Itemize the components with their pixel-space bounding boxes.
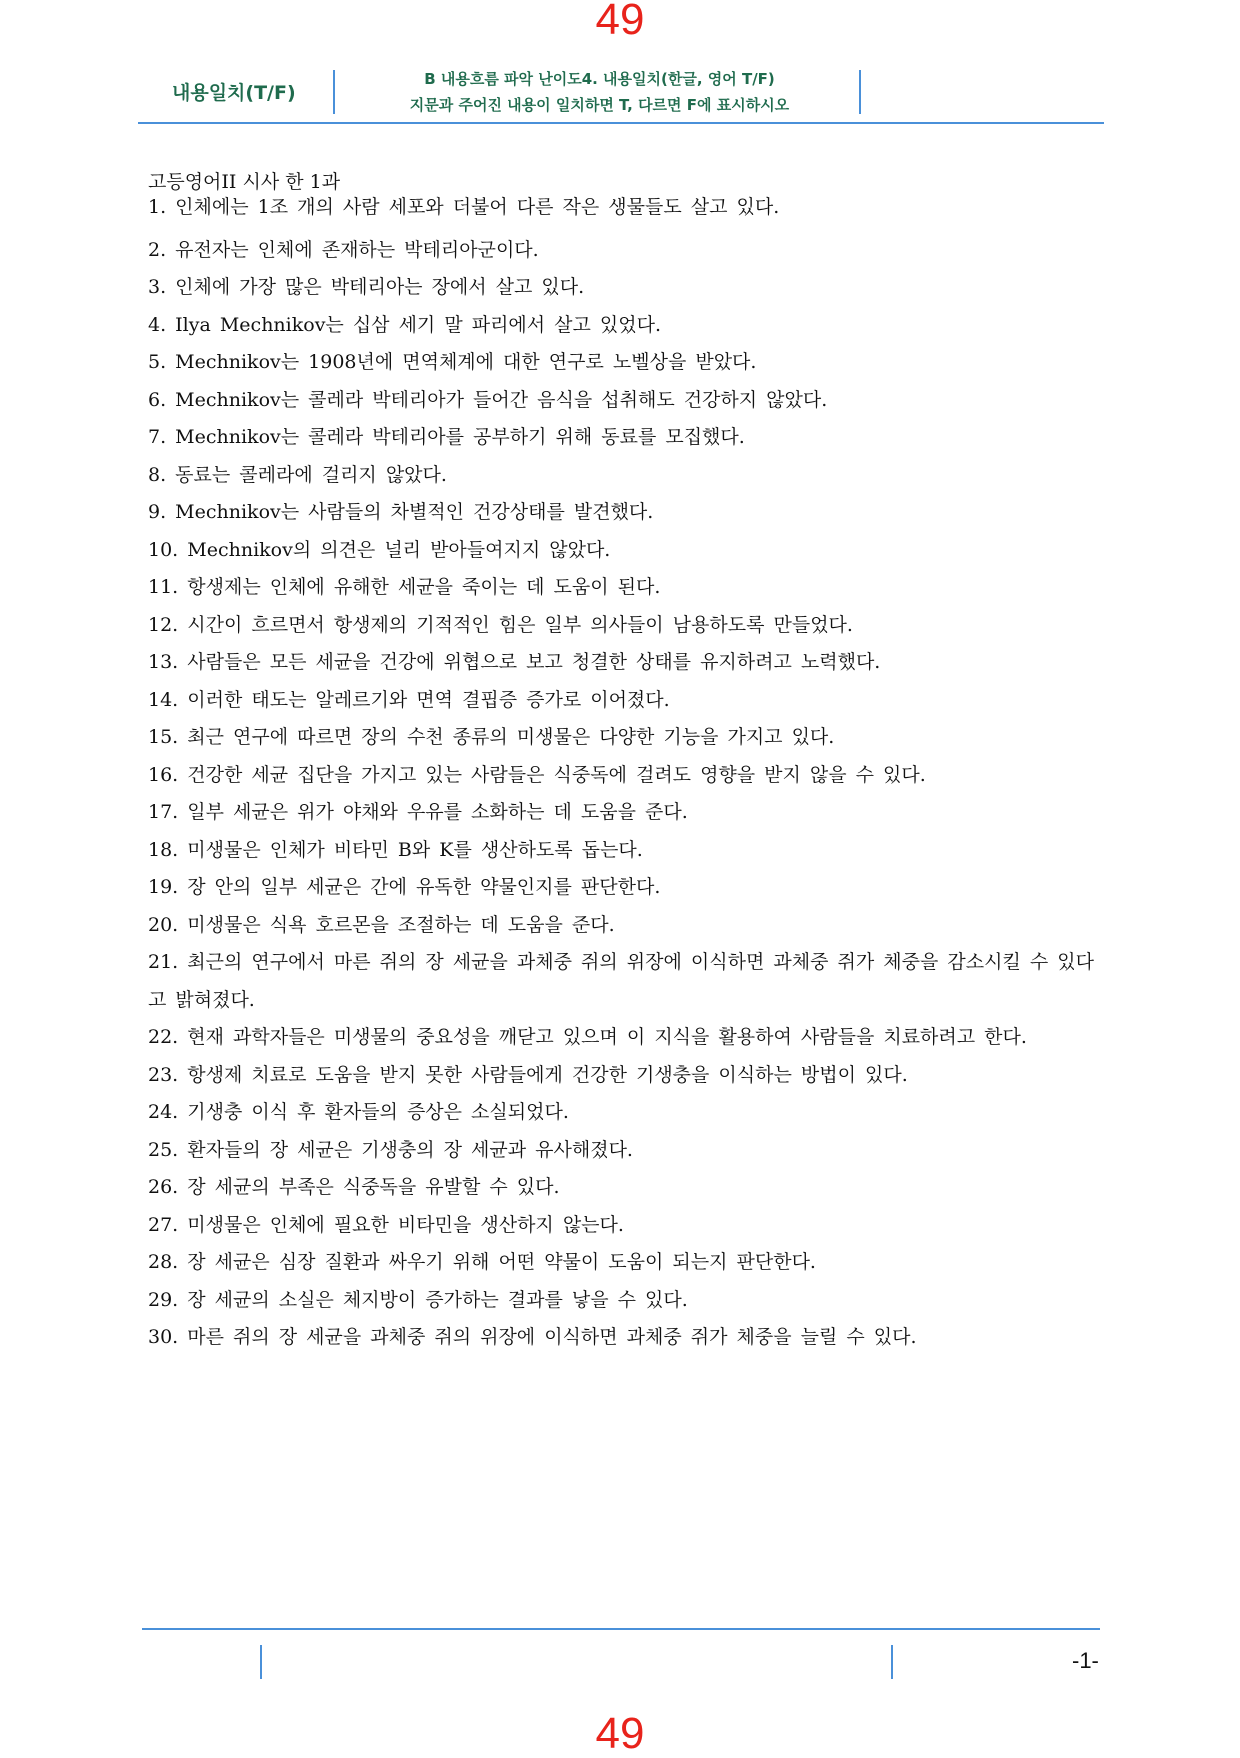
page-number-top: 49 <box>595 0 645 44</box>
header-divider-right <box>859 70 861 114</box>
question-item: 25. 환자들의 장 세균은 기생충의 장 세균과 유사해졌다. <box>148 1138 633 1161</box>
footer-page-label: -1- <box>1072 1648 1099 1673</box>
question-item: 14. 이러한 태도는 알레르기와 면역 결핍증 증가로 이어졌다. <box>148 688 670 711</box>
footer-divider-right <box>891 1645 893 1679</box>
question-item: 23. 항생제 치료로 도움을 받지 못한 사람들에게 건강한 기생충을 이식하는 방법이 있다. <box>148 1063 908 1086</box>
document-body <box>148 170 1094 1357</box>
question-item: 17. 일부 세균은 위가 야채와 우유를 소화하는 데 도움을 준다. <box>148 801 688 823</box>
question-item: 21. 최근의 연구에서 마른 쥐의 장 세균을 과체중 쥐의 위장에 이식하면 과체중 쥐가 체중을 감소시킬 수 있다고 밝혀졌다. <box>148 951 1094 1011</box>
question-item: 30. 마른 쥐의 장 세균을 과체중 쥐의 위장에 이식하면 과체중 쥐가 체중을 늘릴 수 있다. <box>148 1326 917 1348</box>
question-list <box>148 194 1094 1357</box>
question-item: 1. 인체에는 1조 개의 사람 세포와 더불어 다른 작은 생물들도 살고 있다. <box>148 196 780 218</box>
question-item: 29. 장 세균의 소실은 체지방이 증가하는 결과를 낳을 수 있다. <box>148 1288 688 1311</box>
question-item: 20. 미생물은 식욕 호르몬을 조절하는 데 도움을 준다. <box>148 913 615 936</box>
header-description-line1: B 내용흐름 파악 난이도4. 내용일치(한글, 영어 T/F) <box>424 70 775 88</box>
question-item: 13. 사람들은 모든 세균을 건강에 위협으로 보고 청결한 상태를 유지하려고 노력했다. <box>148 651 881 673</box>
question-item: 11. 항생제는 인체에 유해한 세균을 죽이는 데 도움이 된다. <box>148 576 661 598</box>
header-divider-left <box>333 70 335 114</box>
page-number-bottom: 49 <box>595 1709 645 1758</box>
question-item: 5. Mechnikov는 1908년에 면역체계에 대한 연구로 노벨상을 받았다. <box>148 351 757 373</box>
footer-divider-left <box>260 1645 262 1679</box>
header-rule <box>138 122 1104 124</box>
question-item: 9. Mechnikov는 사람들의 차별적인 건강상태를 발견했다. <box>148 501 654 523</box>
question-item: 18. 미생물은 인체가 비타민 B와 K를 생산하도록 돕는다. <box>148 838 643 861</box>
question-item: 10. Mechnikov의 의견은 널리 받아들여지지 않았다. <box>148 538 611 561</box>
document-title: 고등영어II 시사 한 1과 <box>148 171 341 193</box>
page-footer <box>0 1640 1240 1680</box>
question-item: 19. 장 안의 일부 세균은 간에 유독한 약물인지를 판단한다. <box>148 876 661 898</box>
question-item: 15. 최근 연구에 따르면 장의 수천 종류의 미생물은 다양한 기능을 가지고 있다. <box>148 726 835 748</box>
question-item: 22. 현재 과학자들은 미생물의 중요성을 깨닫고 있으며 이 지식을 활용하여 사람들을 치료하려고 한다. <box>148 1026 1027 1048</box>
header-tag: 내용일치(T/F) <box>172 82 296 104</box>
question-item: 28. 장 세균은 심장 질환과 싸우기 위해 어떤 약물이 도움이 되는지 판단한다. <box>148 1251 816 1273</box>
question-item: 16. 건강한 세균 집단을 가지고 있는 사람들은 식중독에 걸려도 영향을 받지 않을 수 있다. <box>148 763 926 786</box>
question-item: 24. 기생충 이식 후 환자들의 증상은 소실되었다. <box>148 1101 569 1123</box>
question-item: 2. 유전자는 인체에 존재하는 박테리아군이다. <box>148 238 539 261</box>
header-description-line2: 지문과 주어진 내용이 일치하면 T, 다르면 F에 표시하시오 <box>409 96 790 114</box>
page-header <box>140 66 1102 122</box>
question-item: 8. 동료는 콜레라에 걸리지 않았다. <box>148 463 447 486</box>
question-item: 12. 시간이 흐르면서 항생제의 기적적인 힘은 일부 의사들이 남용하도록 만들었다. <box>148 613 853 636</box>
question-item: 7. Mechnikov는 콜레라 박테리아를 공부하기 위해 동료를 모집했다. <box>148 426 745 448</box>
question-item: 27. 미생물은 인체에 필요한 비타민을 생산하지 않는다. <box>148 1213 624 1236</box>
question-item: 26. 장 세균의 부족은 식중독을 유발할 수 있다. <box>148 1176 560 1198</box>
question-item: 3. 인체에 가장 많은 박테리아는 장에서 살고 있다. <box>148 276 585 298</box>
footer-rule <box>142 1628 1100 1630</box>
question-item: 4. Ilya Mechnikov는 십삼 세기 말 파리에서 살고 있었다. <box>148 313 662 336</box>
question-item: 6. Mechnikov는 콜레라 박테리아가 들어간 음식을 섭취해도 건강하지 않았다. <box>148 388 828 411</box>
